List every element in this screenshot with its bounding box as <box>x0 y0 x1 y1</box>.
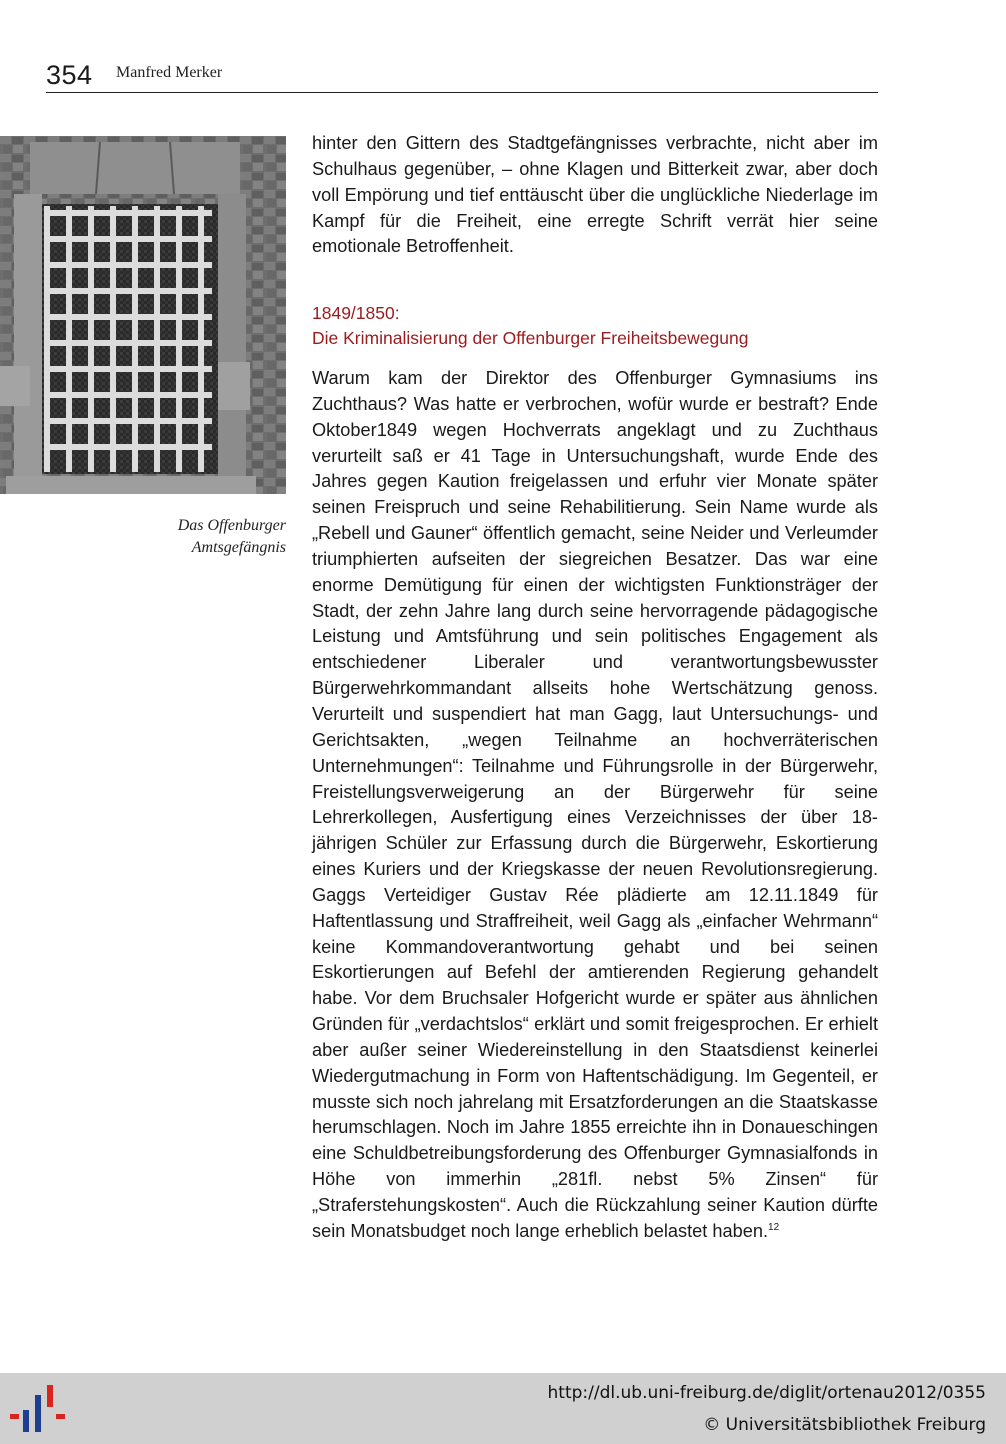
caption-line-1: Das Offenburger <box>177 517 286 534</box>
section-body <box>312 366 878 1245</box>
ub-freiburg-logo-icon <box>10 1383 68 1435</box>
prison-window-photo <box>0 136 286 494</box>
footnote-reference[interactable]: 12 <box>768 1221 780 1233</box>
page-header <box>46 58 878 93</box>
section-heading-year: 1849/1850: <box>312 303 400 323</box>
source-url-link[interactable]: http://dl.ub.uni-freiburg.de/diglit/ortenau2012/0355 <box>547 1383 986 1403</box>
copyright-notice: © Universitätsbibliothek Freiburg <box>703 1415 986 1435</box>
intro-paragraph: hinter den Gittern des Stadtgefängnisses verbrachte, nicht aber im Schulhaus gegenüber, – ohne Klagen und Bitterkeit zwar, aber doch voll Empörung und tief enttäuscht über die unglückliche Niederlage im Kampf für die Freiheit, eine erregte Schrift verrät hier seine emotionale Betroffenheit. <box>312 133 878 257</box>
photo-caption <box>120 515 286 559</box>
section-body-text: Warum kam der Direktor des Offenburger Gymnasiums ins Zuchthaus? Was hatte er verbrochen, wofür wurde er bestraft? Ende Oktober1849 wegen Hochverrats angeklagt und zu Zuchthaus verurteilt saß er 41 Tage in Untersuchungshaft, wurde Ende des Jahres gegen Kaution freigelassen und erfuhr vier Monate später seinen Freispruch und seine Rehabilitierung. Sein Name wurde als „Rebell und Gauner“ öffentlich gemacht, seine Neider und Verleumder triumphierten aufseiten der siegreichen Besatzer. Das war eine enorme Demütigung für einen der wichtigsten Funktionsträger der Stadt, der zehn Jahre lang durch seine hervorragende pädagogische Leistung und Amtsführung und sein politisches Engagement als entschiedener Liberaler und verantwortungsbewusster Bürgerwehrkommandant allseits hohe Wertschätzung genoss. Verurteilt und suspendiert hat man Gagg, laut Untersuchungs- und Gerichtsakten, „wegen Teilnahme an hochverräterischen Unternehmungen“: Teilnahme und Führungsrolle in der Bürgerwehr, Freistellungsverweigerung an der Bürgerwehr für seine Lehrerkollegen, Ausfertigung eines Verzeichnisses der über 18-jährigen Schüler zur Erfassung durch die Bürgerwehr, Eskortierung eines Kuriers und der Kriegskasse der neuen Revolutionsregierung. Gaggs Verteidiger Gustav Rée plädierte am 12.11.1849 für Haftentlassung und Straffreiheit, weil Gagg als „einfacher Wehrmann“ keine Kommandoverantwortung gehabt und bei seinen Eskortierungen auf Befehl der amtierenden Regierung gehandelt habe. Vor dem Bruchsaler Hofgericht wurde er später aus ähnlichen Gründen für „verdachtslos“ erklärt und somit freigesprochen. Er erhielt aber außer seiner Wiedereinstellung in den Staatsdienst keinerlei Wiedergutmachung in Form von Haftentschädigung. Im Gegenteil, er musste sich noch jahrelang mit Ersatzforderungen an die Staatskasse herumschlagen. Noch im Jahre 1855 erreichte ihn in Donaueschingen eine Schuldbetreibungsforderung des Offenburger Gymnasialfonds in Höhe von immerhin „281fl. nebst 5% Zinsen“ für „Straferstehungskosten“. Auch die Rückzahlung seiner Kaution dürfte sein Monatsbudget noch lange erheblich belastet haben. <box>312 368 878 1241</box>
section-heading-title: Die Kriminalisierung der Offenburger Freiheitsbewegung <box>312 328 749 348</box>
section-heading <box>312 301 878 351</box>
running-head-author: Manfred Merker <box>116 64 223 81</box>
library-footer <box>0 1373 1006 1444</box>
page-number: 354 <box>46 60 93 90</box>
caption-line-2: Amtsgefängnis <box>191 539 286 556</box>
